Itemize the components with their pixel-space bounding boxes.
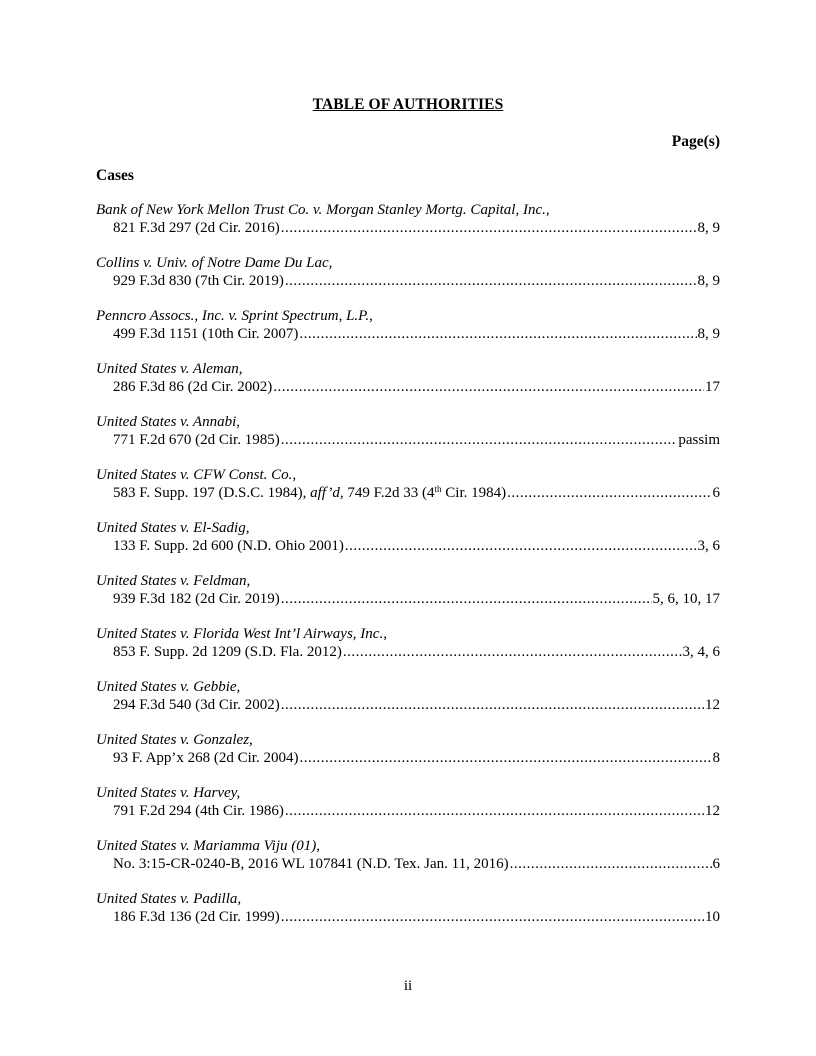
page-references: 6 [712,485,720,501]
citation-line [96,431,720,449]
page-references: 17 [705,379,720,395]
page-number: ii [403,978,413,994]
authority-entry [96,572,720,625]
citation: 286 F.3d 86 (2d Cir. 2002) [113,379,273,395]
citation-line [96,484,720,502]
authority-entry [96,678,720,731]
case-name: United States v. Mariamma Viju (01), [96,838,320,854]
authority-entry [96,201,720,254]
authority-entry [96,784,720,837]
authority-entry [96,466,720,519]
case-name: Collins v. Univ. of Notre Dame Du Lac, [96,255,333,271]
authority-entry [96,625,720,678]
citation-line [96,643,720,661]
section-heading-cases: Cases [96,167,134,184]
citation: 771 F.2d 670 (2d Cir. 1985) [113,432,280,448]
citation: 583 F. Supp. 197 (D.S.C. 1984), aff’d, 749 F.2d 33 (4th Cir. 1984) [113,484,507,501]
citation-line [96,908,720,926]
citation-line [96,378,720,396]
dot-leader [285,272,697,290]
page-references: 10 [705,909,720,925]
authority-entry [96,413,720,466]
pages-column-header: Page(s) [671,133,720,150]
page-references: 3, 4, 6 [682,644,720,660]
page-references: 8, 9 [697,273,720,289]
authority-entry [96,519,720,572]
case-name: United States v. El-Sadig, [96,520,250,536]
case-name: United States v. Gebbie, [96,679,241,695]
citation: No. 3:15-CR-0240-B, 2016 WL 107841 (N.D. Tex. Jan. 11, 2016) [113,856,509,872]
case-name: United States v. Harvey, [96,785,241,801]
page-references: 6 [712,856,720,872]
case-name: Bank of New York Mellon Trust Co. v. Morgan Stanley Mortg. Capital, Inc., [96,202,550,218]
page-references: passim [678,432,720,448]
citation-line [96,325,720,343]
citation-line [96,802,720,820]
dot-leader [281,219,697,237]
authority-entry [96,731,720,784]
page-references: 5, 6, 10, 17 [652,591,720,607]
dot-leader [281,590,652,608]
authority-entry [96,307,720,360]
dot-leader [281,431,678,449]
authority-entry [96,890,720,943]
case-name: United States v. Padilla, [96,891,242,907]
page-references: 8, 9 [697,220,720,236]
dot-leader [510,855,712,873]
authority-entry [96,360,720,413]
citation: 853 F. Supp. 2d 1209 (S.D. Fla. 2012) [113,644,342,660]
page-references: 3, 6 [697,538,720,554]
authority-entry [96,837,720,890]
dot-leader [281,696,704,714]
citation: 939 F.3d 182 (2d Cir. 2019) [113,591,280,607]
dot-leader [299,749,711,767]
case-name: United States v. Feldman, [96,573,251,589]
case-name: United States v. Aleman, [96,361,243,377]
citation-line [96,537,720,555]
dot-leader [345,537,697,555]
page-references: 12 [705,803,720,819]
case-name: United States v. Florida West Int’l Airways, Inc., [96,626,387,642]
dot-leader [273,378,704,396]
citation: 499 F.3d 1151 (10th Cir. 2007) [113,326,299,342]
citation: 821 F.3d 297 (2d Cir. 2016) [113,220,280,236]
authorities-list [96,201,720,943]
citation: 294 F.3d 540 (3d Cir. 2002) [113,697,280,713]
citation: 93 F. App’x 268 (2d Cir. 2004) [113,750,299,766]
page-references: 8, 9 [697,326,720,342]
citation: 929 F.3d 830 (7th Cir. 2019) [113,273,284,289]
case-name: United States v. Gonzalez, [96,732,253,748]
dot-leader [299,325,696,343]
page-title: TABLE OF AUTHORITIES [312,96,504,113]
citation: 791 F.2d 294 (4th Cir. 1986) [113,803,284,819]
citation-line [96,855,720,873]
dot-leader [343,643,682,661]
citation: 133 F. Supp. 2d 600 (N.D. Ohio 2001) [113,538,344,554]
case-name: Penncro Assocs., Inc. v. Sprint Spectrum, L.P., [96,308,373,324]
dot-leader [285,802,704,820]
authority-entry [96,254,720,307]
page-references: 12 [705,697,720,713]
citation-line [96,696,720,714]
page-references: 8 [712,750,720,766]
citation: 186 F.3d 136 (2d Cir. 1999) [113,909,280,925]
dot-leader [507,484,711,502]
citation-line [96,272,720,290]
dot-leader [281,908,704,926]
case-name: United States v. CFW Const. Co., [96,467,297,483]
citation-line [96,590,720,608]
case-name: United States v. Annabi, [96,414,241,430]
citation-line [96,749,720,767]
citation-line [96,219,720,237]
